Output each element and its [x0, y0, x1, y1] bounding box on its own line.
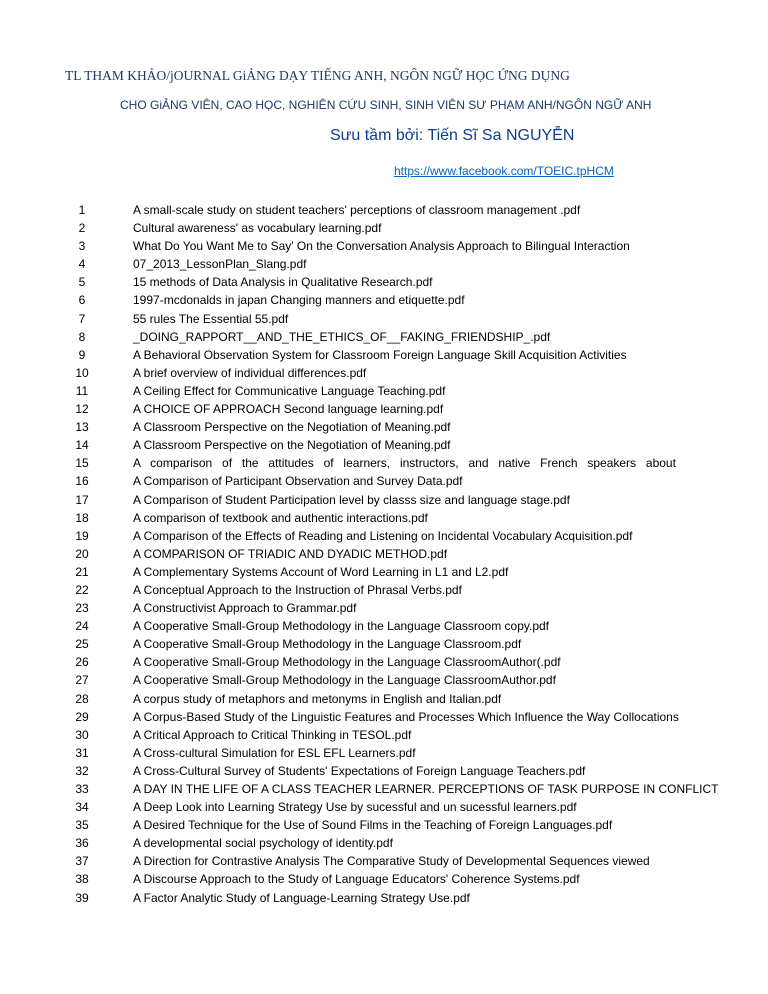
- file-list-row: [0, 237, 768, 255]
- file-number: 14: [75, 438, 89, 453]
- file-name: Cultural awareness' as vocabulary learning.pdf: [133, 221, 382, 236]
- file-list-row: [0, 870, 768, 888]
- file-number: 33: [75, 782, 89, 796]
- file-name: A Critical Approach to Critical Thinking in TESOL.pdf: [133, 727, 412, 742]
- file-name: A comparison of textbook and authentic interactions.pdf: [133, 510, 428, 525]
- file-list-row: [0, 852, 768, 870]
- file-name: A Direction for Contrastive Analysis The Comparative Study of Developmental Sequences viewed: [133, 854, 650, 869]
- document-subtitle: CHO GiẢNG VIÊN, CAO HỌC, NGHIÊN CỨU SINH, SINH VIÊN SƯ PHẠM ANH/NGÔN NGỮ ANH: [120, 98, 652, 112]
- file-name: A Constructivist Approach to Grammar.pdf: [133, 601, 357, 616]
- file-list-row: [0, 400, 768, 418]
- file-name: A Corpus-Based Study of the Linguistic Features and Processes Which Influence the Way Collocations: [133, 709, 679, 724]
- file-name: A Behavioral Observation System for Classroom Foreign Language Skill Acquisition Activities: [133, 347, 627, 362]
- file-number: 3: [78, 239, 86, 254]
- file-number: 4: [78, 257, 86, 272]
- file-number: 28: [75, 691, 89, 706]
- file-number: 31: [75, 745, 89, 760]
- file-name: A Ceiling Effect for Communicative Language Teaching.pdf: [133, 383, 446, 398]
- facebook-link[interactable]: https://www.facebook.com/TOEIC.tpHCM: [394, 164, 614, 178]
- file-name: A Discourse Approach to the Study of Language Educators' Coherence Systems.pdf: [133, 872, 580, 887]
- file-list-row: [0, 671, 768, 689]
- author-credit: Sưu tầm bởi: Tiến Sĩ Sa NGUYỄN: [330, 127, 575, 144]
- file-name: A Cooperative Small-Group Methodology in the Language Classroom copy.pdf: [133, 619, 550, 634]
- file-name: 55 rules The Essential 55.pdf: [133, 311, 289, 326]
- file-number: 2: [78, 221, 86, 236]
- file-list-row: [0, 798, 768, 816]
- file-number: 25: [75, 637, 89, 652]
- file-name: A Comparison of Participant Observation and Survey Data.pdf: [133, 474, 463, 489]
- file-list-row: [0, 509, 768, 527]
- file-number: 15: [75, 456, 89, 471]
- file-name: A Cross-cultural Simulation for ESL EFL Learners.pdf: [133, 745, 416, 760]
- file-list-row: [0, 617, 768, 635]
- file-list-row: [0, 273, 768, 291]
- file-name: A Conceptual Approach to the Instruction of Phrasal Verbs.pdf: [133, 582, 462, 597]
- file-name: A corpus study of metaphors and metonyms in English and Italian.pdf: [133, 691, 502, 706]
- file-list-row: [0, 780, 768, 798]
- file-name: What Do You Want Me to Say' On the Conversation Analysis Approach to Bilingual Interaction: [133, 239, 630, 254]
- file-list-row: [0, 653, 768, 671]
- file-list-row: [0, 708, 768, 726]
- file-name: A comparison of the attitudes of learners, instructors, and native French speakers about: [133, 456, 676, 471]
- file-list: [0, 201, 768, 907]
- file-list-row: [0, 454, 768, 472]
- file-name: A Complementary Systems Account of Word Learning in L1 and L2.pdf: [133, 564, 509, 579]
- file-name: A Classroom Perspective on the Negotiation of Meaning.pdf: [133, 438, 451, 453]
- file-name: 07_2013_LessonPlan_Slang.pdf: [133, 257, 307, 272]
- file-number: 6: [78, 293, 86, 308]
- file-number: 9: [78, 347, 86, 362]
- file-list-row: [0, 889, 768, 907]
- file-name: 1997-mcdonalds in japan Changing manners and etiquette.pdf: [133, 293, 465, 308]
- file-number: 37: [75, 854, 89, 869]
- file-name: A brief overview of individual differences.pdf: [133, 365, 367, 380]
- file-number: 24: [75, 619, 89, 634]
- file-number: 1: [78, 203, 86, 217]
- file-number: 22: [75, 582, 89, 597]
- file-list-row: [0, 545, 768, 563]
- file-list-row: [0, 472, 768, 490]
- file-list-row: [0, 382, 768, 400]
- file-number: 21: [75, 564, 89, 579]
- file-number: 10: [75, 365, 89, 380]
- file-number: 12: [75, 402, 89, 417]
- file-name: A Comparison of the Effects of Reading and Listening on Incidental Vocabulary Acquisition.pdf: [133, 528, 633, 543]
- file-number: 19: [75, 528, 89, 543]
- file-list-row: [0, 201, 768, 219]
- file-number: 27: [75, 673, 89, 688]
- file-number: 5: [78, 275, 86, 290]
- file-number: 34: [75, 800, 89, 815]
- file-number: 26: [75, 655, 89, 670]
- file-list-row: [0, 491, 768, 509]
- file-name: A Classroom Perspective on the Negotiation of Meaning.pdf: [133, 420, 451, 435]
- file-list-row: [0, 599, 768, 617]
- file-name: A Deep Look into Learning Strategy Use by sucessful and un sucessful learners.pdf: [133, 800, 577, 815]
- file-list-row: [0, 346, 768, 364]
- file-name: A CHOICE OF APPROACH Second language learning.pdf: [133, 402, 444, 417]
- file-name: 15 methods of Data Analysis in Qualitative Research.pdf: [133, 275, 433, 290]
- file-number: 18: [75, 510, 89, 525]
- file-list-row: [0, 328, 768, 346]
- file-name: A Desired Technique for the Use of Sound Films in the Teaching of Foreign Languages.pdf: [133, 818, 613, 833]
- file-number: 29: [75, 709, 89, 724]
- file-list-row: [0, 690, 768, 708]
- file-name: A small-scale study on student teachers' perceptions of classroom management .pdf: [133, 203, 581, 217]
- file-number: 7: [78, 311, 86, 326]
- file-list-row: [0, 219, 768, 237]
- file-number: 13: [75, 420, 89, 435]
- file-list-row: [0, 418, 768, 436]
- file-list-row: [0, 635, 768, 653]
- file-name: A COMPARISON OF TRIADIC AND DYADIC METHOD.pdf: [133, 546, 448, 561]
- document-title: TL THAM KHẢO/jOURNAL GiẢNG DẠY TIẾNG ANH, NGÔN NGỮ HỌC ỨNG DỤNG: [65, 68, 570, 83]
- file-name: A Cross-Cultural Survey of Students' Expectations of Foreign Language Teachers.pdf: [133, 763, 586, 778]
- file-list-row: [0, 436, 768, 454]
- file-number: 17: [75, 492, 89, 507]
- file-number: 16: [75, 474, 89, 489]
- file-list-row: [0, 527, 768, 545]
- file-number: 32: [75, 763, 89, 778]
- file-name: A Cooperative Small-Group Methodology in the Language Classroom.pdf: [133, 637, 522, 652]
- file-list-row: [0, 255, 768, 273]
- file-list-row: [0, 581, 768, 599]
- file-number: 36: [75, 836, 89, 851]
- file-list-row: [0, 816, 768, 834]
- file-name: A Cooperative Small-Group Methodology in the Language ClassroomAuthor(.pdf: [133, 655, 561, 670]
- file-list-row: [0, 563, 768, 581]
- file-number: 20: [75, 546, 89, 561]
- file-number: 35: [75, 818, 89, 833]
- file-list-row: [0, 726, 768, 744]
- file-number: 23: [75, 601, 89, 616]
- file-list-row: [0, 744, 768, 762]
- file-list-row: [0, 834, 768, 852]
- file-number: 8: [78, 329, 86, 344]
- file-number: 38: [75, 872, 89, 887]
- file-list-row: [0, 291, 768, 309]
- file-number: 11: [75, 383, 89, 398]
- file-list-row: [0, 364, 768, 382]
- file-name: A developmental social psychology of identity.pdf: [133, 836, 393, 851]
- file-name: A Comparison of Student Participation level by classs size and language stage.pdf: [133, 492, 570, 507]
- file-name: A Cooperative Small-Group Methodology in the Language ClassroomAuthor.pdf: [133, 673, 556, 688]
- file-list-row: [0, 310, 768, 328]
- file-number: 39: [75, 890, 89, 905]
- file-name: _DOING_RAPPORT__AND_THE_ETHICS_OF__FAKING_FRIENDSHIP_.pdf: [133, 329, 551, 344]
- file-number: 30: [75, 727, 89, 742]
- file-name: A Factor Analytic Study of Language-Learning Strategy Use.pdf: [133, 890, 470, 905]
- file-name: A DAY IN THE LIFE OF A CLASS TEACHER LEARNER. PERCEPTIONS OF TASK PURPOSE IN CONFLICT: [133, 782, 719, 796]
- file-list-row: [0, 762, 768, 780]
